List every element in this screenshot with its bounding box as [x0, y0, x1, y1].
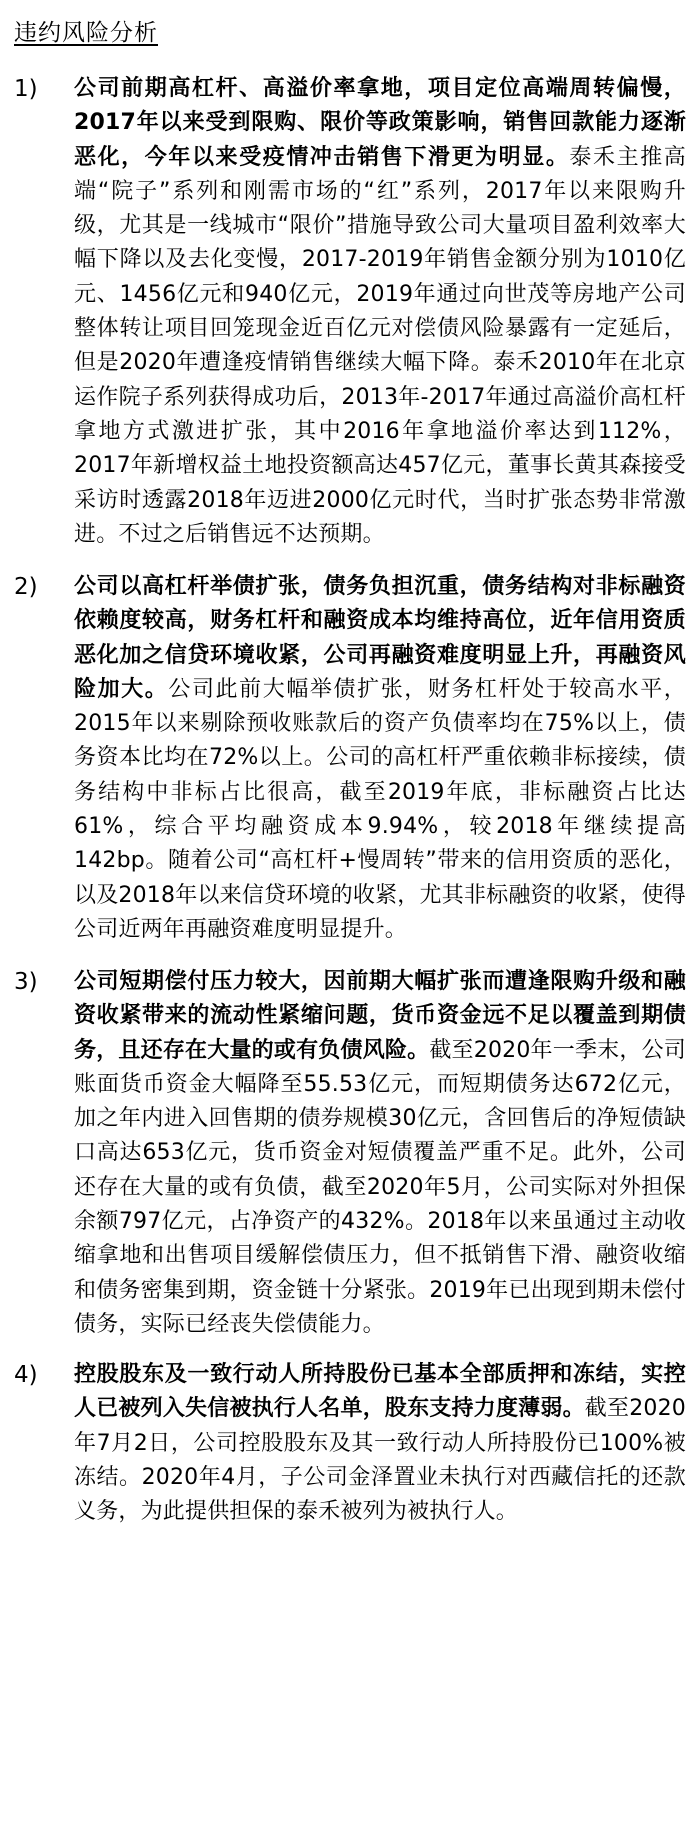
item-number: 1) [14, 76, 38, 102]
item-detail-text: 泰禾主推高端“院子”系列和刚需市场的“红”系列，2017年以来限购升级，尤其是一线城市“限价”措施导致公司大量项目盈利效率大幅下降以及去化变慢，2017-2019年销售金额分别为1010亿元、1456亿元和940亿元，2019年通过向世茂等房地产公司整体转让项目回笼现金近百亿元对偿债风险暴露有一定延后，但是2020年遭逢疫情销售继续大幅下降。泰禾2010年在北京运作院子系列获得成功后，2013年-2017年通过高溢价高杠杆拿地方式激进扩张，其中2016年拿地溢价率达到112%，2017年新增权益土地投资额高达457亿元，董事长黄其森接受采访时透露2018年迈进2000亿元时代，当时扩张态势非常激进。不过之后销售远不达预期。 [74, 144, 686, 547]
item-bold-summary: 公司短期偿付压力较大，因前期大幅扩张而遭逢限购升级和融资收紧带来的流动性紧缩问题，货币资金远不足以覆盖到期债务，且还存在大量的或有负债风险。 [74, 969, 686, 1063]
item-detail-text: 截至2020年7月2日，公司控股股东及其一致行动人所持股份已100%被冻结。2020年4月，子公司金泽置业未执行对西藏信托的还款义务，为此提供担保的泰禾被列为被执行人。 [74, 1396, 686, 1525]
item-detail-text: 截至2020年一季末，公司账面货币资金大幅降至55.53亿元，而短期债务达672亿元，加之年内进入回售期的债券规模30亿元，含回售后的净短债缺口高达653亿元，货币资金对短债覆盖严重不足。此外，公司还存在大量的或有负债，截至2020年5月，公司实际对外担保余额797亿元，占净资产的432%。2018年以来虽通过主动收缩拿地和出售项目缓解偿债压力，但不抵销售下滑、融资收缩和债务密集到期，资金链十分紧张。2019年已出现到期未偿付债务，实际已经丧失偿债能力。 [74, 1037, 687, 1337]
item-number: 3) [14, 969, 38, 995]
item-detail-text: 公司此前大幅举债扩张，财务杠杆处于较高水平，2015年以来剔除预收账款后的资产负债率均在75%以上，债务资本比均在72%以上。公司的高杠杆严重依赖非标接续，债务结构中非标占比很高，截至2019年底，非标融资占比达61%，综合平均融资成本9.94%，较2018年继续提高142bp。随着公司“高杠杆+慢周转”带来的信用资质的恶化，以及2018年以来信贷环境的收紧，尤其非标融资的收紧，使得公司近两年再融资难度明显提升。 [74, 676, 686, 942]
item-paragraph [74, 965, 686, 1342]
item-bold-summary: 公司前期高杠杆、高溢价率拿地，项目定位高端周转偏慢，2017年以来受到限购、限价等政策影响，销售回款能力逐渐恶化，今年以来受疫情冲击销售下滑更为明显。 [74, 76, 686, 170]
item-paragraph [74, 72, 686, 552]
item-number: 4) [14, 1362, 38, 1388]
section-heading: 违约风险分析 [14, 20, 158, 46]
item-paragraph [74, 1358, 686, 1529]
item-number: 2) [14, 574, 38, 600]
item-bold-summary: 控股股东及一致行动人所持股份已基本全部质押和冻结，实控人已被列入失信被执行人名单，股东支持力度薄弱。 [74, 1362, 686, 1422]
item-paragraph [74, 570, 686, 947]
item-bold-summary: 公司以高杠杆举债扩张，债务负担沉重，债务结构对非标融资依赖度较高，财务杠杆和融资成本均维持高位，近年信用资质恶化加之信贷环境收紧，公司再融资难度明显上升，再融资风险加大。 [74, 574, 686, 702]
